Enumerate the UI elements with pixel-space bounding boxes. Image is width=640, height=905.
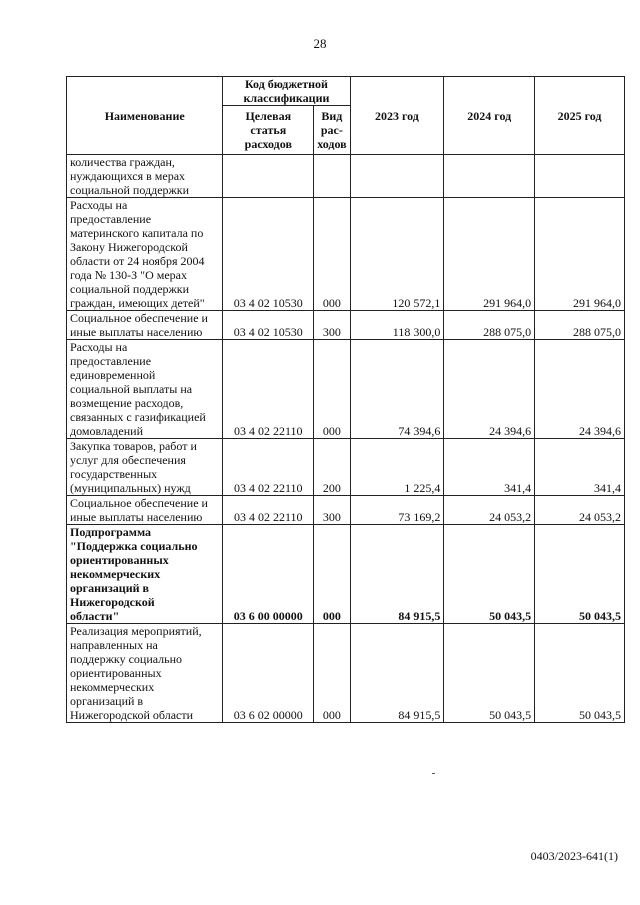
cell-name: Закупка товаров, работ и услуг для обеспечения государственных (муниципальных) нужд <box>67 439 223 496</box>
page-number: 28 <box>313 36 327 51</box>
table-body <box>67 155 625 723</box>
cell-expense-type: 200 <box>314 439 350 496</box>
cell-year-2023: 73 169,2 <box>350 496 444 525</box>
cell-year-2024: 50 043,5 <box>444 624 535 723</box>
cell-year-2024: 288 075,0 <box>444 311 535 340</box>
cell-year-2025 <box>535 155 625 198</box>
cell-target-article: 03 4 02 10530 <box>223 198 314 311</box>
cell-year-2023: 74 394,6 <box>350 340 444 439</box>
cell-expense-type: 000 <box>314 340 350 439</box>
header-year-2024: 2024 год <box>444 77 535 155</box>
cell-expense-type: 000 <box>314 624 350 723</box>
cell-name: Социальное обеспечение и иные выплаты населению <box>67 496 223 525</box>
cell-expense-type: 300 <box>314 496 350 525</box>
header-name: Наименование <box>67 77 223 155</box>
cell-year-2024: 24 053,2 <box>444 496 535 525</box>
document-code: 0403/2023-641(1) <box>530 849 618 863</box>
cell-year-2025: 24 053,2 <box>535 496 625 525</box>
table-row <box>67 624 625 723</box>
table-row <box>67 496 625 525</box>
cell-year-2025: 50 043,5 <box>535 624 625 723</box>
table-row <box>67 198 625 311</box>
table-row <box>67 311 625 340</box>
cell-year-2025: 50 043,5 <box>535 525 625 624</box>
cell-expense-type: 000 <box>314 525 350 624</box>
cell-expense-type <box>314 155 350 198</box>
cell-name: количества граждан, нуждающихся в мерах социальной поддержки <box>67 155 223 198</box>
cell-target-article <box>223 155 314 198</box>
cell-target-article: 03 6 02 00000 <box>223 624 314 723</box>
cell-year-2025: 288 075,0 <box>535 311 625 340</box>
table-row <box>67 155 625 198</box>
header-target-article: Целевая статья расходов <box>223 106 314 155</box>
cell-name: Реализация мероприятий, направленных на поддержку социально ориентированных некоммерческих организаций в Нижегородской области <box>67 624 223 723</box>
table-header <box>67 77 625 155</box>
cell-year-2025: 24 394,6 <box>535 340 625 439</box>
cell-year-2023: 84 915,5 <box>350 624 444 723</box>
cell-year-2024 <box>444 155 535 198</box>
header-expense-type: Вид рас- ходов <box>314 106 350 155</box>
header-code-group: Код бюджетной классификации <box>223 77 350 106</box>
header-year-2025: 2025 год <box>535 77 625 155</box>
table-row <box>67 525 625 624</box>
header-year-2023: 2023 год <box>350 77 444 155</box>
cell-year-2024: 24 394,6 <box>444 340 535 439</box>
cell-target-article: 03 4 02 22110 <box>223 496 314 525</box>
cell-target-article: 03 4 02 10530 <box>223 311 314 340</box>
cell-name: Подпрограмма "Поддержка социально ориентированных некоммерческих организаций в Нижегородской области" <box>67 525 223 624</box>
footer-mark <box>432 773 435 774</box>
cell-expense-type: 000 <box>314 198 350 311</box>
cell-year-2024: 291 964,0 <box>444 198 535 311</box>
table-row <box>67 340 625 439</box>
cell-year-2023: 1 225,4 <box>350 439 444 496</box>
cell-year-2024: 341,4 <box>444 439 535 496</box>
cell-name: Расходы на предоставление единовременной социальной выплаты на возмещение расходов, связанных с газификацией домовладений <box>67 340 223 439</box>
cell-expense-type: 300 <box>314 311 350 340</box>
cell-target-article: 03 4 02 22110 <box>223 439 314 496</box>
cell-year-2023: 120 572,1 <box>350 198 444 311</box>
cell-year-2025: 341,4 <box>535 439 625 496</box>
cell-year-2024: 50 043,5 <box>444 525 535 624</box>
table-row <box>67 439 625 496</box>
cell-year-2023: 118 300,0 <box>350 311 444 340</box>
cell-name: Социальное обеспечение и иные выплаты населению <box>67 311 223 340</box>
cell-year-2023 <box>350 155 444 198</box>
cell-name: Расходы на предоставление материнского капитала по Закону Нижегородской области от 24 ноября 2004 года № 130-З "О мерах социальной поддержки граждан, имеющих детей" <box>67 198 223 311</box>
cell-year-2023: 84 915,5 <box>350 525 444 624</box>
budget-table <box>66 76 625 723</box>
cell-year-2025: 291 964,0 <box>535 198 625 311</box>
cell-target-article: 03 6 00 00000 <box>223 525 314 624</box>
cell-target-article: 03 4 02 22110 <box>223 340 314 439</box>
